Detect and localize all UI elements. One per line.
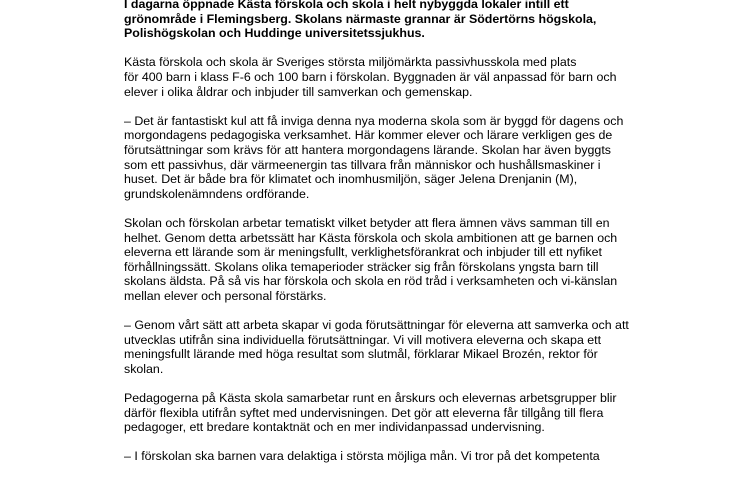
lead-paragraph: [124, 0, 724, 41]
paragraph-line: utvecklas utifrån sina individuella förutsättningar. Vi vill motivera eleverna och skapa ett: [124, 332, 602, 347]
paragraph-preschool-quote: [124, 449, 724, 464]
paragraph-quote-drenjanin: [124, 114, 724, 202]
lead-line: I dagarna öppnade Kästa förskola och skola i helt nybyggda lokaler intill ett: [124, 0, 569, 11]
paragraph-line: elever i olika åldrar och inbjuder till samverkan och gemenskap.: [124, 84, 473, 99]
paragraph-line: förutsättningar som krävs för att hantera morgondagens lärande. Skolan har även byggts: [124, 142, 611, 157]
paragraph-line: för 400 barn i klass F-6 och 100 barn i förskolan. Byggnaden är väl anpassad för barn och: [124, 69, 617, 84]
paragraph-line: därför flexibla utifrån syftet med undervisningen. Det gör att eleverna får tillgång till flera: [124, 405, 604, 420]
paragraph-line: – Det är fantastiskt kul att få inviga denna nya moderna skola som är byggd för dagens och: [124, 113, 624, 128]
paragraph-teachers: [124, 391, 724, 435]
paragraph-line: Pedagogerna på Kästa skola samarbetar runt en årskurs och elevernas arbetsgrupper blir: [124, 391, 617, 406]
paragraph-line: Skolan och förskolan arbetar tematiskt vilket betyder att flera ämnen vävs samman till en: [124, 215, 610, 230]
paragraph-line: som ett passivhus, där värmeenergin tas tillvara från människor och hushållsmaskiner i: [124, 157, 601, 172]
paragraph-line: skolan.: [124, 361, 164, 376]
paragraph-line: pedagoger, ett bredare kontaktnät och en mer individanpassad undervisning.: [124, 420, 545, 435]
article-body: [124, 0, 724, 479]
paragraph-line: morgondagens pedagogiska verksamhet. Här kommer elever och lärare verkligen ges de: [124, 128, 613, 143]
lead-line: Polishögskolan och Huddinge universitetssjukhus.: [124, 26, 425, 41]
paragraph-line: meningsfullt lärande med höga resultat som slutmål, förklarar Mikael Brozén, rektor för: [124, 347, 598, 362]
paragraph-line: Kästa förskola och skola är Sveriges största miljömärkta passivhusskola med plats: [124, 55, 577, 70]
paragraph-line: mellan elever och personal förstärks.: [124, 288, 327, 303]
paragraph-line: skolans äldsta. På så vis har förskola och skola en röd tråd i verksamheten och vi-känslan: [124, 274, 618, 289]
paragraph-line: förhållningssätt. Skolans olika temaperioder sträcker sig från förskolans yngsta barn till: [124, 259, 599, 274]
paragraph-line: grundskolenämndens ordförande.: [124, 186, 310, 201]
paragraph-thematic-work: [124, 216, 724, 304]
paragraph-quote-brozen: [124, 318, 724, 376]
lead-line: grönområde i Flemingsberg. Skolans närmaste grannar är Södertörns högskola,: [124, 11, 597, 26]
paragraph-line: helhet. Genom detta arbetssätt har Kästa förskola och skola ambitionen att ge barnen och: [124, 230, 618, 245]
paragraph-line: eleverna ett lärande som är meningsfullt, verklighetsförankrat och inbjuder till ett nyfiket: [124, 245, 602, 260]
paragraph-line: – I förskolan ska barnen vara delaktiga i största möjliga mån. Vi tror på det kompetenta: [124, 449, 600, 464]
paragraph-line: – Genom vårt sätt att arbeta skapar vi goda förutsättningar för eleverna att samverka och att: [124, 318, 629, 333]
paragraph-line: huset. Det är både bra för klimatet och inomhusmiljön, säger Jelena Drenjanin (M),: [124, 172, 578, 187]
paragraph-school-intro: [124, 55, 724, 99]
